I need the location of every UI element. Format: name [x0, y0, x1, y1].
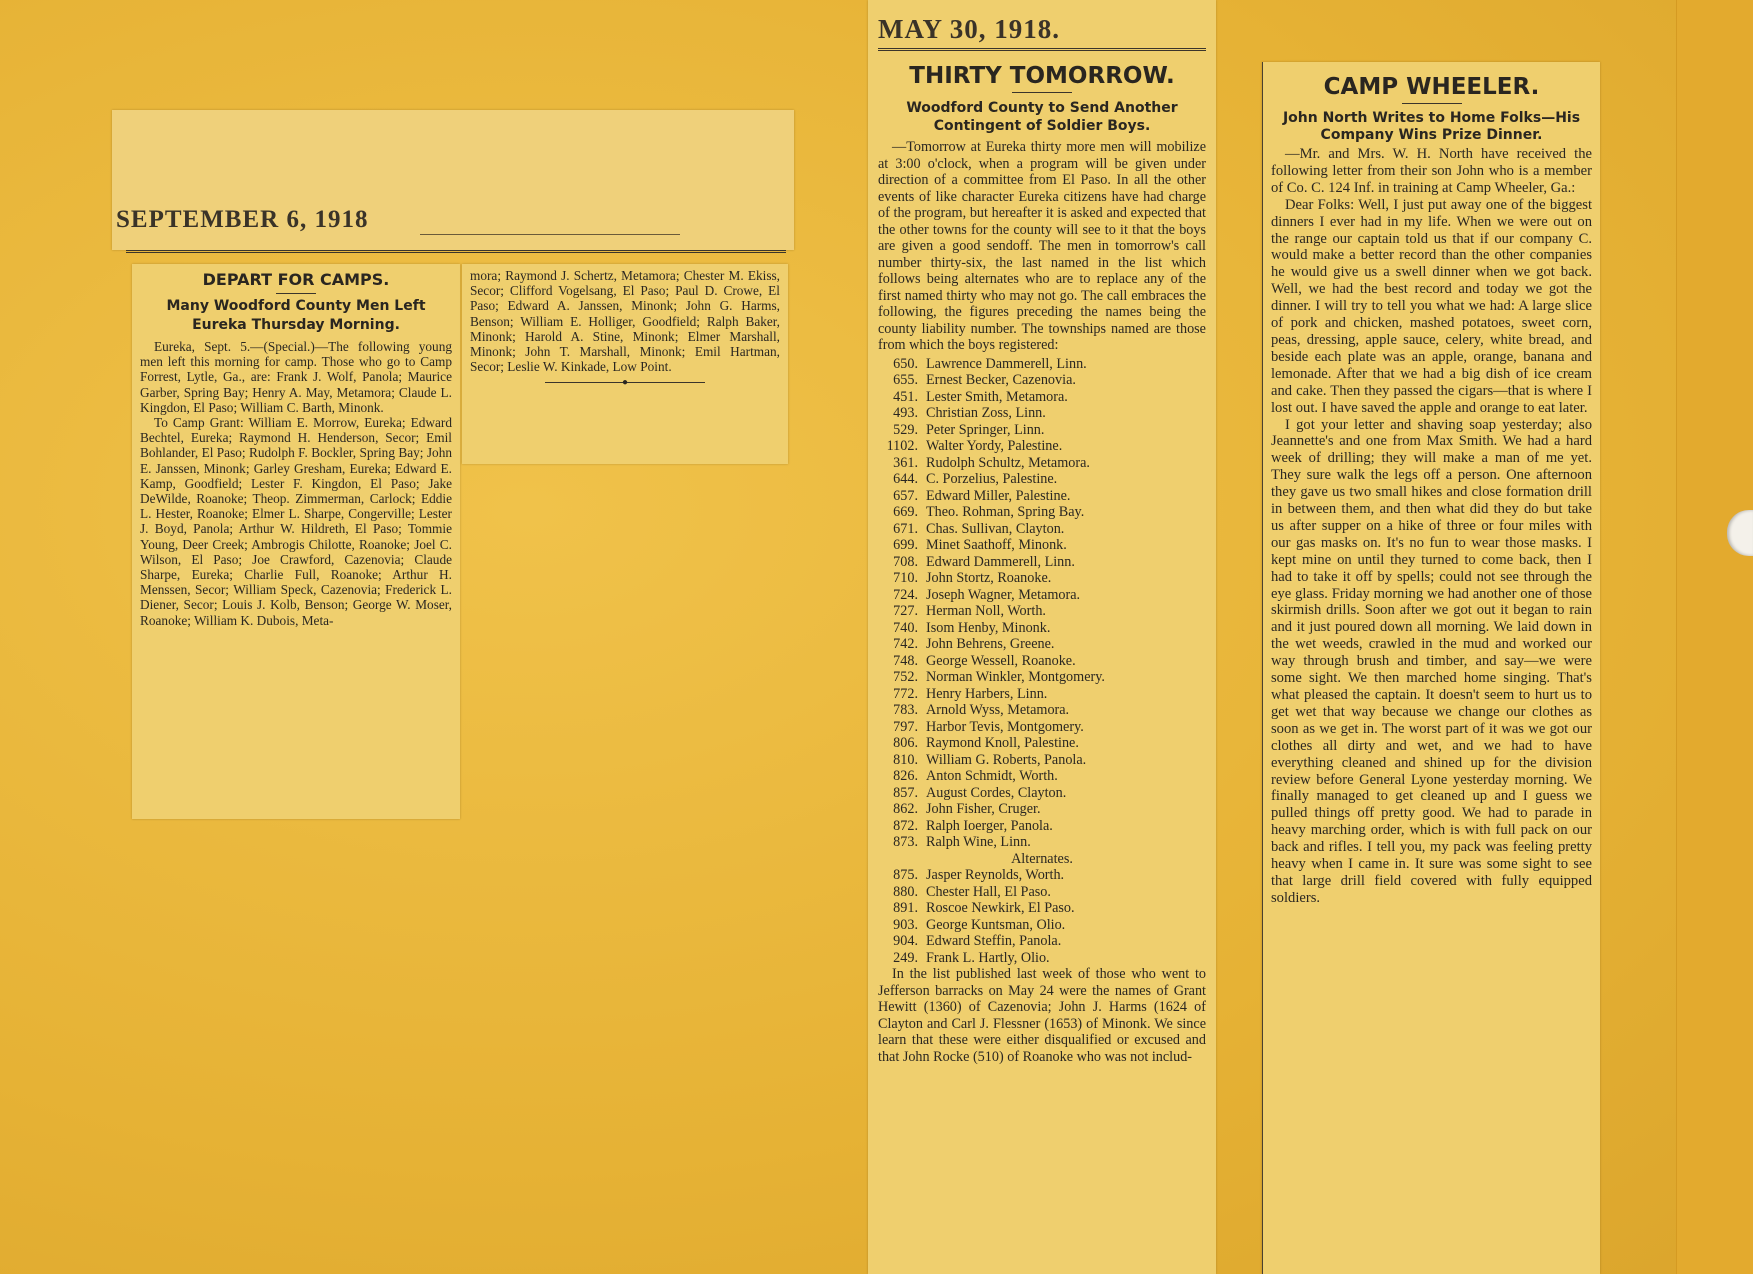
article-body-col2: mora; Raymond J. Schertz, Metamora; Chester M. Ekiss, Secor; Clifford Vogelsang, El Paso; Paul D. Crowe, El Paso; Edward A. Janssen, Minonk; John G. Harms, Benson; William E. Holliger, Goodfield; Ralph Baker, Minonk; Harold A. Stine, Minonk; Elmer Marshall, Minonk; John T. Marshall, Minonk; Emil Hartman, Secor; Leslie W. Kinkade, Low Point.	[470, 268, 780, 375]
list-item: 740. Isom Henby, Minonk.	[893, 619, 1051, 636]
paragraph: Eureka, Sept. 5.—(Special.)—The following young men left this morning for camp. Those who go to Camp Forrest, Lytle, Ga., are: Frank J. Wolf, Panola; Maurice Garber, Spring Bay; Henry A. May, Metamora; Claude L. Kingdon, El Paso; William C. Barth, Minonk.	[140, 339, 452, 415]
paragraph: I got your letter and shaving soap yesterday; also Jeannette's and one from Max Smith. We had a hard week of drilling; they will make a man of me yet. They sure walk the legs off a person. One afternoon they gave us two small hikes and close formation drill in between them, and then what did they do but take us after supper on a hike of three or four miles with our gas masks on. It's no fun to wear those masks. I kept mine on until they turned to come back, then I had to take it off by spells; could not see through the eye glass. Friday morning we had another one of those skirmish drills. Soon after we got out it began to rain and it just poured down all morning. We laid down in the wet weeds, crawled in the mud and worked our way through brush and timber, and say—we were some sight. We then marched home singing. That's what pleased the captain. It doesn't seem to hurt us to get wet that way because we change our clothes as soon as we get in. The worst part of it was we got our clothes all dirty and wet, and we had to have everything cleaned and shined up for the division review before General Lyone yesterday morning. We finally managed to get cleaned up and I guess we pulled things off pretty good. We had to parade in heavy marching order, which is with full pack on our back and rifles. I tell you, my pack was feeling pretty heavy when I came in. It sure was some sight to see that large drill field covered with fully equipped soldiers.	[1271, 416, 1592, 906]
may-date: MAY 30, 1918.	[878, 14, 1061, 44]
list-item: 862. John Fisher, Cruger.	[893, 801, 1041, 817]
list-item: 904. Edward Steffin, Panola.	[893, 933, 1062, 949]
thirty-tomorrow-article	[868, 0, 1216, 1274]
article-body-col1	[140, 339, 452, 628]
end-ornament: ●	[545, 382, 705, 383]
alternates-list	[878, 867, 1206, 966]
article-subhead: Many Woodford County Men Left Eureka Thursday Morning.	[166, 298, 426, 333]
list-item: 797. Harbor Tevis, Montgomery.	[893, 718, 1084, 735]
list-item: 873. Ralph Wine, Linn.	[893, 834, 1031, 850]
outro-paragraph: In the list published last week of those who went to Jefferson barracks on May 24 were the names of Grant Hewitt (1360) of Cazenovia; John J. Harms (1624 of Clayton and Carl J. Flessner (1653) of Minonk. We since learn that these were either disqualified or excused and that John Rocke (510) of Roanoke who was not includ-	[878, 966, 1206, 1065]
september-date-rule	[420, 234, 680, 235]
paragraph: To Camp Grant: William E. Morrow, Eureka; Edward Bechtel, Eureka; Raymond H. Henderson, Secor; Emil Bohlander, El Paso; Rudolph F. Bockler, Spring Bay; John E. Janssen, Minonk; Garley Gresham, Eureka; Edward E. Kamp, Goodfield; Lester F. Kingdon, El Paso; Jake DeWilde, Roanoke; Theop. Zimmerman, Carlock; Eddie L. Hester, Roanoke; Elmer L. Sharpe, Congerville; Lester J. Boyd, Panola; Arthur W. Hildreth, El Paso; Tommie Young, Deer Creek; Ambrogis Chilotte, Roanoke; Joel C. Wilson, El Paso; Joe Crawford, Cazenovia; Claude Sharpe, Eureka; Charlie Full, Roanoke; Arthur H. Menssen, Secor; William Speck, Cazenovia; Frederick L. Diener, Secor; Louis J. Kolb, Benson; George W. Moser, Roanoke; William K. Dubois, Meta-	[140, 415, 452, 628]
camp-wheeler-article	[1262, 62, 1600, 1274]
binder-edge	[1676, 0, 1753, 1274]
list-item: 529. Peter Springer, Linn.	[893, 421, 1045, 438]
intro-paragraph: —Tomorrow at Eureka thirty more men will mobilize at 3:00 o'clock, when a program will be given under direction of a committee from El Paso. In all the other events of like character Eureka citizens have had charge of the program, but hereafter it is asked and expected that the other towns for the county will see to it that the boys are given a good sendoff. The men in tomorrow's call number thirty-six, the last named in the list which follows being alternates who are to replace any of the first named thirty who may not go. The call embraces the following, the figures preceding the names being the county liability number. The townships named are those from which the boys registered:	[878, 139, 1206, 353]
article-column-2	[462, 264, 788, 464]
list-item: 872. Ralph Ioerger, Panola.	[893, 817, 1053, 834]
list-item: 826. Anton Schmidt, Worth.	[893, 768, 1058, 784]
list-item: 810. William G. Roberts, Panola.	[893, 751, 1087, 768]
list-item: 669. Theo. Rohman, Spring Bay.	[893, 504, 1085, 520]
list-item: 748. George Wessell, Roanoke.	[893, 652, 1076, 669]
list-item: 671. Chas. Sullivan, Clayton.	[893, 520, 1065, 537]
list-item: 644. C. Porzelius, Palestine.	[893, 471, 1058, 487]
letter-body	[1271, 146, 1592, 907]
list-item: 699. Minet Saathoff, Minonk.	[893, 537, 1067, 553]
article-subhead: Woodford County to Send Another Contingent of Soldier Boys.	[906, 100, 1178, 134]
list-item: 727. Herman Noll, Worth.	[893, 603, 1046, 619]
list-item: 650. Lawrence Dammerell, Linn.	[893, 355, 1087, 372]
depart-for-camps-article	[126, 250, 788, 830]
alternates-label: Alternates.	[1011, 850, 1073, 867]
list-item: 361. Rudolph Schultz, Metamora.	[893, 454, 1090, 471]
list-item: 657. Edward Miller, Palestine.	[893, 487, 1071, 504]
september-date: SEPTEMBER 6, 1918	[116, 206, 369, 233]
article-headline: THIRTY TOMORROW.	[909, 63, 1175, 89]
list-item: 752. Norman Winkler, Montgomery.	[893, 669, 1105, 685]
article-column-1	[132, 264, 460, 819]
article-headline: DEPART FOR CAMPS.	[202, 270, 390, 289]
list-item: 708. Edward Dammerell, Linn.	[893, 553, 1075, 570]
list-item: 742. John Behrens, Greene.	[893, 636, 1055, 652]
list-item: 875. Jasper Reynolds, Worth.	[893, 867, 1065, 883]
paragraph: —Mr. and Mrs. W. H. North have received the following letter from their son John who is a member of Co. C. 124 Inf. in training at Camp Wheeler, Ga.:	[1271, 146, 1592, 196]
roster-list	[878, 356, 1206, 851]
list-item: 451. Lester Smith, Metamora.	[893, 388, 1068, 405]
list-item: 655. Ernest Becker, Cazenovia.	[893, 372, 1076, 388]
list-item: 493. Christian Zoss, Linn.	[893, 405, 1046, 421]
list-item: 880. Chester Hall, El Paso.	[893, 883, 1051, 900]
article-headline: CAMP WHEELER.	[1323, 74, 1540, 100]
list-item: 724. Joseph Wagner, Metamora.	[893, 586, 1081, 603]
list-item: 891. Roscoe Newkirk, El Paso.	[893, 900, 1075, 916]
list-item: 249. Frank L. Hartly, Olio.	[893, 949, 1050, 966]
list-item: 806. Raymond Knoll, Palestine.	[893, 735, 1079, 751]
article-subhead: John North Writes to Home Folks—His Company Wins Prize Dinner.	[1282, 110, 1581, 143]
list-item: 1102. Walter Yordy, Palestine.	[886, 438, 1063, 454]
list-item: 783. Arnold Wyss, Metamora.	[893, 702, 1070, 718]
list-item: 903. George Kuntsman, Olio.	[893, 916, 1066, 933]
paragraph: Dear Folks: Well, I just put away one of the biggest dinners I ever had in my life. When we were out on the range our captain told us that if our company C. would make a better record than the other companies he would give us a swell dinner when we got back. Well, we had the best record and today we got the dinner. I will try to tell you what we had: A large slice of pork and chicken, mashed potatoes, sweet corn, peas, dressing, apple sauce, celery, white bread, and beside each plate was an apple, orange, banana and lemonade. After that we had a big dish of ice cream and cake. Then they passed the cigars—that is where I lost out. I have saved the apple and orange to eat later.	[1271, 196, 1592, 416]
list-item: 857. August Cordes, Clayton.	[893, 784, 1067, 801]
list-item: 710. John Stortz, Roanoke.	[893, 570, 1052, 586]
list-item: 772. Henry Harbers, Linn.	[893, 685, 1048, 702]
